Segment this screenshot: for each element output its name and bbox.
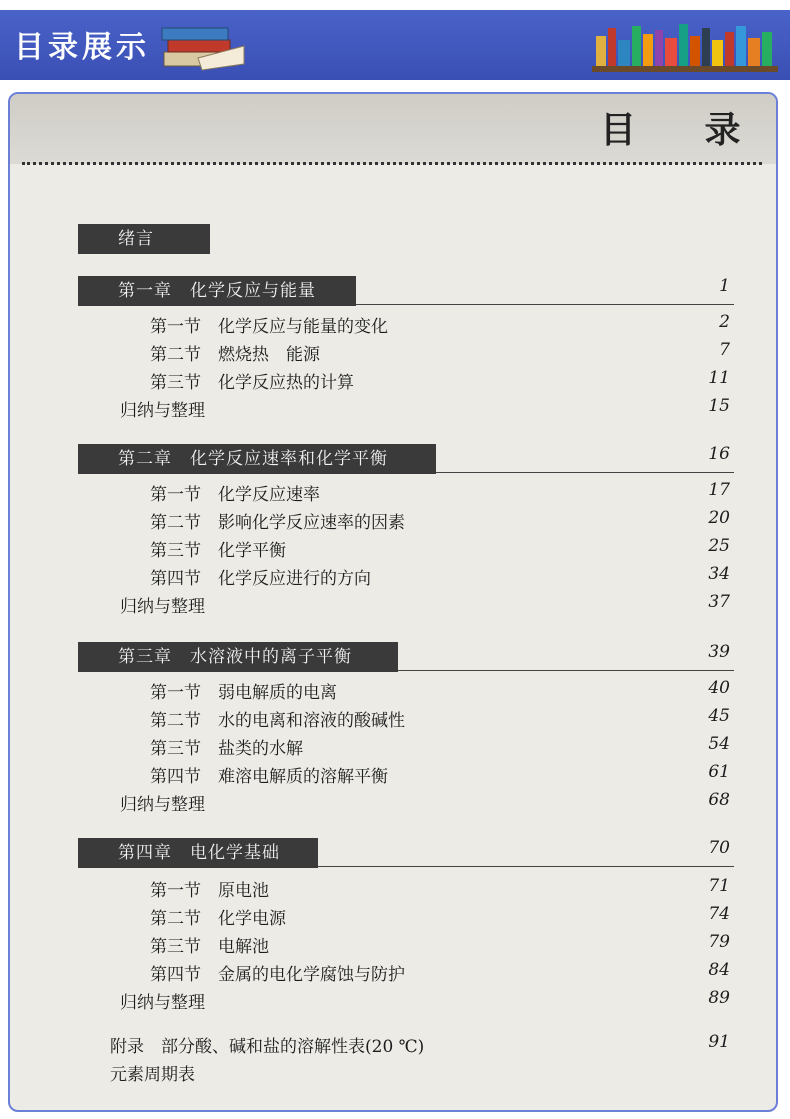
toc-item: 归纳与整理 — [120, 401, 205, 421]
chapter-3-label: 第三章 水溶液中的离子平衡 — [118, 647, 352, 667]
appendix-item: 元素周期表 — [110, 1065, 195, 1085]
toc-item: 第四节 难溶电解质的溶解平衡 — [150, 767, 388, 787]
toc-page-number: 89 — [708, 988, 730, 1008]
toc-page-number: 74 — [708, 904, 730, 924]
header-banner — [0, 0, 790, 84]
bookshelf-icon — [590, 18, 780, 74]
toc-item: 第三节 化学平衡 — [150, 541, 286, 561]
toc-page-number: 37 — [708, 592, 730, 612]
toc-item: 第三节 化学反应热的计算 — [150, 373, 354, 393]
chapter-1-rule — [356, 304, 734, 305]
toc-item: 第二节 水的电离和溶液的酸碱性 — [150, 711, 405, 731]
appendix-item: 附录 部分酸、碱和盐的溶解性表(20 ℃) — [110, 1037, 425, 1057]
chapter-1-label: 第一章 化学反应与能量 — [118, 281, 316, 301]
toc-item: 第二节 化学电源 — [150, 909, 286, 929]
toc-page-number: 68 — [708, 790, 730, 810]
chapter-4-page: 70 — [708, 838, 730, 858]
toc-title: 目 录 — [600, 109, 769, 151]
toc-item: 第一节 弱电解质的电离 — [150, 683, 337, 703]
toc-page-number: 34 — [708, 564, 730, 584]
toc-page-number: 71 — [708, 876, 730, 896]
toc-page — [8, 92, 778, 1112]
chapter-1-bar — [78, 276, 356, 306]
dotted-divider — [22, 162, 762, 165]
chapter-2-label: 第二章 化学反应速率和化学平衡 — [118, 449, 388, 469]
chapter-2-rule — [436, 472, 734, 473]
toc-page-number: 17 — [708, 480, 730, 500]
toc-item: 第一节 化学反应与能量的变化 — [150, 317, 388, 337]
toc-page-number: 54 — [708, 734, 730, 754]
chapter-1-page: 1 — [719, 276, 730, 296]
chapter-2-bar — [78, 444, 436, 474]
chapter-4-rule — [318, 866, 734, 867]
toc-page-number: 25 — [708, 536, 730, 556]
toc-page-number: 79 — [708, 932, 730, 952]
toc-item: 归纳与整理 — [120, 795, 205, 815]
chapter-3-page: 39 — [708, 642, 730, 662]
toc-item: 第三节 盐类的水解 — [150, 739, 303, 759]
toc-item: 第四节 化学反应进行的方向 — [150, 569, 371, 589]
toc-page-number: 11 — [708, 368, 730, 388]
toc-item: 第一节 化学反应速率 — [150, 485, 320, 505]
books-stack-icon — [158, 18, 248, 72]
toc-item: 第四节 金属的电化学腐蚀与防护 — [150, 965, 405, 985]
preface-label: 绪言 — [118, 229, 154, 249]
toc-item: 第三节 电解池 — [150, 937, 269, 957]
toc-page-number: 7 — [719, 340, 730, 360]
toc-page-number: 84 — [708, 960, 730, 980]
toc-page-number: 2 — [719, 312, 730, 332]
chapter-2-page: 16 — [708, 444, 730, 464]
toc-page-number: 40 — [708, 678, 730, 698]
chapter-3-bar — [78, 642, 398, 672]
toc-page-number: 45 — [708, 706, 730, 726]
toc-page-number: 20 — [708, 508, 730, 528]
chapter-4-label: 第四章 电化学基础 — [118, 843, 280, 863]
toc-item: 归纳与整理 — [120, 597, 205, 617]
appendix-page-number: 91 — [708, 1032, 730, 1052]
preface-bar — [78, 224, 210, 254]
toc-item: 第二节 燃烧热 能源 — [150, 345, 320, 365]
toc-page-number: 61 — [708, 762, 730, 782]
toc-item: 第二节 影响化学反应速率的因素 — [150, 513, 405, 533]
chapter-4-bar — [78, 838, 318, 868]
chapter-3-rule — [398, 670, 734, 671]
toc-page-number: 15 — [708, 396, 730, 416]
header-title: 目录展示 — [14, 30, 150, 65]
toc-item: 归纳与整理 — [120, 993, 205, 1013]
toc-item: 第一节 原电池 — [150, 881, 269, 901]
